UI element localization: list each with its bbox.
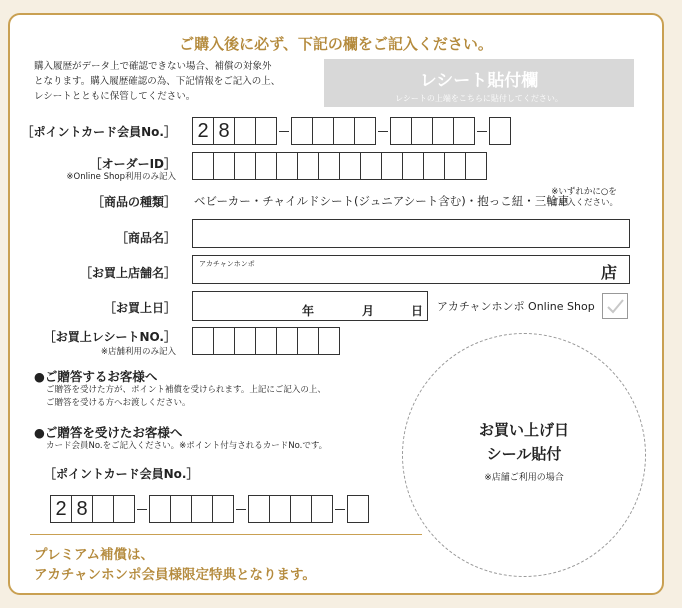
purchase-date-label: ［お買上日］	[103, 301, 176, 315]
digit-box[interactable]	[347, 495, 369, 523]
premium-notice	[34, 545, 316, 585]
digit-box[interactable]	[291, 117, 313, 145]
notice-text	[34, 59, 334, 104]
digit-box[interactable]	[212, 495, 234, 523]
divider	[30, 534, 422, 535]
gift-point-card-label: ［ポイントカード会員No.］	[44, 467, 199, 481]
char-box[interactable]	[192, 327, 214, 355]
date-month-unit: 月	[362, 304, 375, 318]
digit-box[interactable]	[312, 117, 334, 145]
digit-box[interactable]	[453, 117, 475, 145]
char-box[interactable]	[255, 327, 277, 355]
sticker-note: ※店舗ご利用の場合	[484, 473, 564, 483]
headline: ご購入後に必ず、下記の欄をご記入ください。	[179, 35, 493, 53]
digit-box[interactable]	[92, 495, 114, 523]
digit-box[interactable]	[149, 495, 171, 523]
number-separator	[279, 131, 289, 132]
digit-box[interactable]: 8	[71, 495, 93, 523]
digit-box[interactable]	[489, 117, 511, 145]
char-box[interactable]	[381, 152, 403, 180]
digit-box[interactable]	[354, 117, 376, 145]
char-box[interactable]	[192, 152, 214, 180]
char-box[interactable]	[339, 152, 361, 180]
number-separator	[477, 131, 487, 132]
sticker-title	[403, 418, 645, 466]
gift-sender-line-1: ご贈答を受けた方が、ポイント補償を受けられます。上記にご記入の上、	[46, 385, 326, 395]
char-box[interactable]	[465, 152, 487, 180]
char-box[interactable]	[444, 152, 466, 180]
char-box[interactable]	[318, 152, 340, 180]
receipt-no-label: ［お買上レシートNO.］	[43, 330, 176, 344]
receipt-area-title: レシート貼付欄	[419, 71, 539, 91]
number-separator	[378, 131, 388, 132]
digit-box[interactable]	[113, 495, 135, 523]
store-name-prefix: アカチャンホンポ	[199, 260, 255, 268]
sticker-line-2: シール貼付	[486, 445, 562, 463]
gift-receiver-title: ●ご贈答を受けたお客様へ	[34, 425, 183, 440]
store-name-label: ［お買上店舗名］	[79, 266, 176, 280]
char-box[interactable]	[213, 152, 235, 180]
online-shop-checkbox[interactable]	[602, 293, 628, 319]
receipt-no-note: ※店舗利用のみ記入	[100, 347, 176, 357]
warranty-card	[8, 13, 664, 595]
gift-sender-title: ●ご贈答するお客様へ	[34, 369, 158, 384]
number-separator	[335, 509, 345, 510]
product-type-note-line-2: ご記入ください。	[550, 198, 619, 208]
char-box[interactable]	[297, 327, 319, 355]
product-name-label: ［商品名］	[115, 231, 176, 245]
digit-box[interactable]: 2	[50, 495, 72, 523]
digit-box[interactable]	[290, 495, 312, 523]
date-year-unit: 年	[302, 304, 315, 318]
number-separator	[137, 509, 147, 510]
receipt-attach-area	[324, 59, 634, 107]
notice-line-3: レシートとともに保管してください。	[34, 91, 196, 102]
order-id-note: ※Online Shop利用のみ記入	[66, 172, 176, 182]
point-card-number-input[interactable]	[192, 117, 510, 145]
store-name-suffix: 店	[600, 263, 617, 282]
char-box[interactable]	[360, 152, 382, 180]
product-name-field[interactable]	[192, 219, 630, 248]
digit-box[interactable]	[170, 495, 192, 523]
product-type-note	[550, 187, 618, 209]
digit-box[interactable]	[248, 495, 270, 523]
gift-point-card-number-input[interactable]	[50, 495, 368, 523]
number-separator	[236, 509, 246, 510]
digit-box[interactable]	[432, 117, 454, 145]
digit-box[interactable]	[191, 495, 213, 523]
digit-box[interactable]: 2	[192, 117, 214, 145]
char-box[interactable]	[402, 152, 424, 180]
product-type-label: ［商品の種類］	[91, 195, 176, 209]
notice-line-2: となります。購入履歴確認の為、下記情報をご記入の上、	[34, 76, 281, 87]
check-icon	[603, 294, 627, 318]
notice-line-1: 購入履歴がデータ上で確認できない場合、補償の対象外	[34, 61, 272, 72]
product-type-options[interactable]: ベビーカー・チャイルドシート(ジュニアシート含む)・抱っこ紐・三輪車	[194, 194, 570, 208]
char-box[interactable]	[276, 152, 298, 180]
purchase-date-field[interactable]	[192, 291, 428, 321]
digit-box[interactable]	[333, 117, 355, 145]
gift-sender-line-2: ご贈答を受ける方へお渡しください。	[46, 398, 191, 408]
gift-receiver-text: カード会員No.をご記入ください。※ポイント付与されるカードNo.です。	[46, 441, 328, 451]
digit-box[interactable]	[411, 117, 433, 145]
digit-box[interactable]	[390, 117, 412, 145]
char-box[interactable]	[318, 327, 340, 355]
product-type-note-line-1: ※いずれかに○を	[551, 187, 617, 197]
order-id-label: ［オーダーID］	[89, 157, 176, 171]
digit-box[interactable]	[269, 495, 291, 523]
char-box[interactable]	[255, 152, 277, 180]
receipt-area-subtitle: レシートの上端をこちらに貼付してください。	[395, 94, 563, 103]
char-box[interactable]	[213, 327, 235, 355]
gift-sender-text	[46, 384, 406, 410]
premium-line-2: アカチャンホンポ会員様限定特典となります。	[34, 567, 316, 583]
char-box[interactable]	[423, 152, 445, 180]
sticker-line-1: お買い上げ日	[478, 421, 569, 439]
char-box[interactable]	[234, 327, 256, 355]
order-id-input[interactable]	[192, 152, 486, 180]
date-day-unit: 日	[411, 304, 424, 318]
digit-box[interactable]	[255, 117, 277, 145]
digit-box[interactable]	[311, 495, 333, 523]
receipt-no-input[interactable]	[192, 327, 339, 355]
date-sticker-area	[402, 333, 646, 577]
char-box[interactable]	[276, 327, 298, 355]
digit-box[interactable]: 8	[213, 117, 235, 145]
online-shop-label: アカチャンホンポ Online Shop	[437, 300, 595, 313]
char-box[interactable]	[234, 152, 256, 180]
char-box[interactable]	[297, 152, 319, 180]
point-card-label: ［ポイントカード会員No.］	[21, 125, 176, 139]
premium-line-1: プレミアム補償は、	[34, 547, 155, 563]
store-name-field[interactable]	[192, 255, 630, 284]
digit-box[interactable]	[234, 117, 256, 145]
